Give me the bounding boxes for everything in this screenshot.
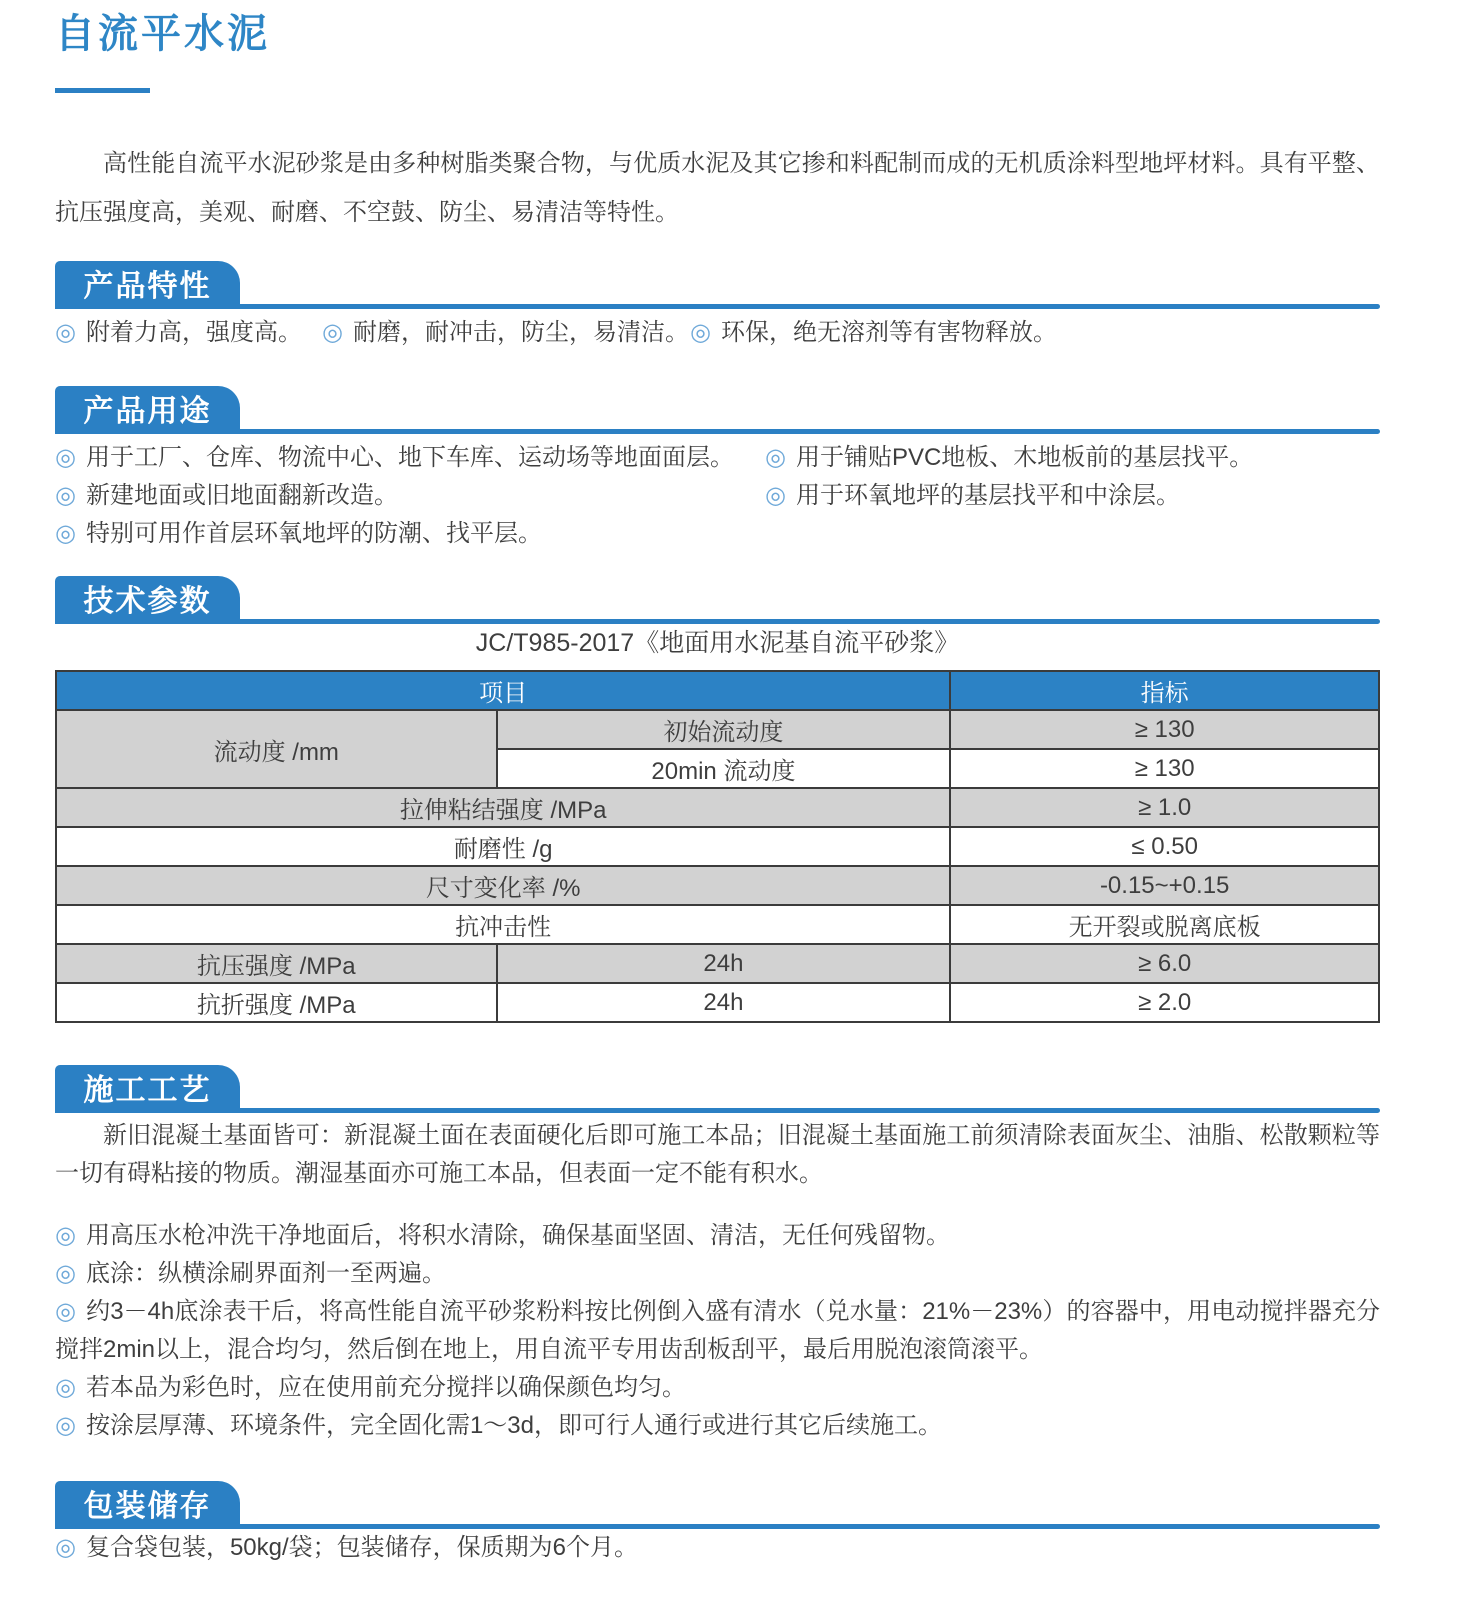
section-tab-label: 产品特性 bbox=[83, 269, 212, 303]
uses-columns bbox=[55, 439, 1380, 553]
standard-caption: JC/T985-2017《地面用水泥基自流平砂浆》 bbox=[475, 629, 960, 657]
list-item bbox=[55, 314, 322, 352]
list-item-text: 用于工厂、仓库、物流中心、地下车库、运动场等地面面层。 bbox=[85, 444, 734, 471]
bullet-icon: ◎ bbox=[55, 482, 76, 509]
section-tab-process bbox=[55, 1065, 240, 1108]
table-cell: 无开裂或脱离底板 bbox=[950, 905, 1379, 944]
packaging-list bbox=[55, 1529, 1380, 1567]
table-cell: ≥ 130 bbox=[950, 710, 1379, 749]
bullet-icon: ◎ bbox=[55, 319, 76, 346]
list-item bbox=[55, 1529, 1380, 1567]
table-cell: 24h bbox=[497, 944, 951, 983]
table-cell: ≥ 6.0 bbox=[950, 944, 1379, 983]
list-item bbox=[765, 477, 1380, 515]
section-tab-uses bbox=[55, 386, 240, 429]
bullet-icon: ◎ bbox=[765, 444, 786, 471]
table-cell: 抗压强度 /MPa bbox=[56, 944, 497, 983]
table-cell: 耐磨性 /g bbox=[56, 827, 950, 866]
tech-params-table bbox=[55, 670, 1380, 1023]
list-item bbox=[55, 439, 765, 477]
table-cell: 初始流动度 bbox=[497, 710, 951, 749]
section-tab-label: 技术参数 bbox=[83, 584, 212, 618]
table-cell: -0.15~+0.15 bbox=[950, 866, 1379, 905]
list-item-text: 用于环氧地坪的基层找平和中涂层。 bbox=[795, 482, 1180, 509]
intro-paragraph: 高性能自流平水泥砂浆是由多种树脂类聚合物，与优质水泥及其它掺和料配制而成的无机质涂料型地坪材料。具有平整、抗压强度高，美观、耐磨、不空鼓、防尘、易清洁等特性。 bbox=[55, 150, 1380, 226]
table-cell: 拉伸粘结强度 /MPa bbox=[56, 788, 950, 827]
table-row bbox=[56, 866, 1379, 905]
list-item-text: 用于铺贴PVC地板、木地板前的基层找平。 bbox=[795, 444, 1254, 471]
list-item bbox=[765, 439, 1380, 477]
section-tab-label: 包装储存 bbox=[83, 1489, 212, 1523]
uses-right-list bbox=[765, 439, 1380, 553]
list-item-text: 新建地面或旧地面翻新改造。 bbox=[85, 482, 398, 509]
page-content bbox=[55, 0, 1380, 1567]
table-cell: 尺寸变化率 /% bbox=[56, 866, 950, 905]
page-title: 自流平水泥 bbox=[55, 12, 270, 56]
table-cell: 抗冲击性 bbox=[56, 905, 950, 944]
section-header-features bbox=[55, 261, 1380, 309]
table-cell: 流动度 /mm bbox=[56, 710, 497, 788]
list-item-text: 用高压水枪冲洗干净地面后，将积水清除，确保基面坚固、清洁，无任何残留物。 bbox=[85, 1222, 950, 1249]
process-paragraph: 新旧混凝土基面皆可：新混凝土面在表面硬化后即可施工本品；旧混凝土基面施工前须清除表面灰尘、油脂、松散颗粒等一切有碍粘接的物质。潮湿基面亦可施工本品，但表面一定不能有积水。 bbox=[55, 1122, 1380, 1187]
table-row bbox=[56, 983, 1379, 1022]
list-item bbox=[690, 314, 1057, 352]
uses-left-list bbox=[55, 439, 765, 553]
table-cell: 20min 流动度 bbox=[497, 749, 951, 788]
list-item bbox=[55, 515, 765, 553]
list-item bbox=[55, 477, 765, 515]
table-row bbox=[56, 827, 1379, 866]
bullet-icon: ◎ bbox=[55, 1412, 76, 1439]
list-item-text: 按涂层厚薄、环境条件，完全固化需1～3d，即可行人通行或进行其它后续施工。 bbox=[85, 1412, 942, 1439]
process-list bbox=[55, 1217, 1380, 1445]
section-tab-label: 产品用途 bbox=[83, 394, 212, 428]
list-item bbox=[55, 1369, 1380, 1407]
table-cell: 24h bbox=[497, 983, 951, 1022]
table-row bbox=[56, 944, 1379, 983]
bullet-icon: ◎ bbox=[55, 1260, 76, 1287]
list-item-text: 底涂：纵横涂刷界面剂一至两遍。 bbox=[85, 1260, 446, 1287]
list-item bbox=[55, 1293, 1380, 1369]
bullet-icon: ◎ bbox=[55, 1374, 76, 1401]
section-underline bbox=[55, 429, 1380, 434]
section-underline bbox=[55, 619, 1380, 624]
list-item-text: 附着力高，强度高。 bbox=[85, 319, 302, 346]
section-tab-features bbox=[55, 261, 240, 304]
bullet-icon: ◎ bbox=[55, 520, 76, 547]
list-item-text: 若本品为彩色时，应在使用前充分搅拌以确保颜色均匀。 bbox=[85, 1374, 686, 1401]
table-cell: ≥ 1.0 bbox=[950, 788, 1379, 827]
list-item-text: 耐磨，耐冲击，防尘，易清洁。 bbox=[352, 319, 689, 346]
table-cell: ≥ 2.0 bbox=[950, 983, 1379, 1022]
table-row bbox=[56, 905, 1379, 944]
bullet-icon: ◎ bbox=[690, 319, 711, 346]
section-header-process bbox=[55, 1065, 1380, 1113]
list-item bbox=[55, 1407, 1380, 1445]
list-item-text: 复合袋包装，50kg/袋；包装储存，保质期为6个月。 bbox=[85, 1534, 639, 1561]
section-header-uses bbox=[55, 386, 1380, 434]
table-cell: 抗折强度 /MPa bbox=[56, 983, 497, 1022]
section-tab-packaging bbox=[55, 1481, 240, 1524]
bullet-icon: ◎ bbox=[55, 1534, 76, 1561]
section-underline bbox=[55, 304, 1380, 309]
table-header-item: 项目 bbox=[56, 671, 950, 710]
bullet-icon: ◎ bbox=[765, 482, 786, 509]
section-header-packaging bbox=[55, 1481, 1380, 1529]
table-row bbox=[56, 788, 1379, 827]
title-underline-decoration bbox=[55, 88, 150, 93]
list-item-text: 环保，绝无溶剂等有害物释放。 bbox=[720, 319, 1057, 346]
list-item bbox=[322, 314, 690, 352]
bullet-icon: ◎ bbox=[55, 1222, 76, 1249]
features-list bbox=[55, 314, 1380, 352]
bullet-icon: ◎ bbox=[55, 444, 76, 471]
table-header-index: 指标 bbox=[950, 671, 1379, 710]
bullet-icon: ◎ bbox=[322, 319, 343, 346]
table-header-row bbox=[56, 671, 1379, 710]
table-cell: ≥ 130 bbox=[950, 749, 1379, 788]
section-header-tech bbox=[55, 576, 1380, 624]
bullet-icon: ◎ bbox=[55, 1298, 77, 1325]
table-row bbox=[56, 710, 1379, 749]
section-tab-label: 施工工艺 bbox=[83, 1073, 212, 1107]
list-item bbox=[55, 1255, 1380, 1293]
table-cell: ≤ 0.50 bbox=[950, 827, 1379, 866]
section-underline bbox=[55, 1524, 1380, 1529]
section-underline bbox=[55, 1108, 1380, 1113]
section-tab-tech bbox=[55, 576, 240, 619]
list-item-text: 特别可用作首层环氧地坪的防潮、找平层。 bbox=[85, 520, 542, 547]
list-item bbox=[55, 1217, 1380, 1255]
list-item-text: 约3－4h底涂表干后，将高性能自流平砂浆粉料按比例倒入盛有清水（兑水量：21%－23%）的容器中，用电动搅拌器充分搅拌2min以上，混合均匀，然后倒在地上，用自流平专用齿刮板刮平，最后用脱泡滚筒滚平。 bbox=[55, 1298, 1380, 1363]
